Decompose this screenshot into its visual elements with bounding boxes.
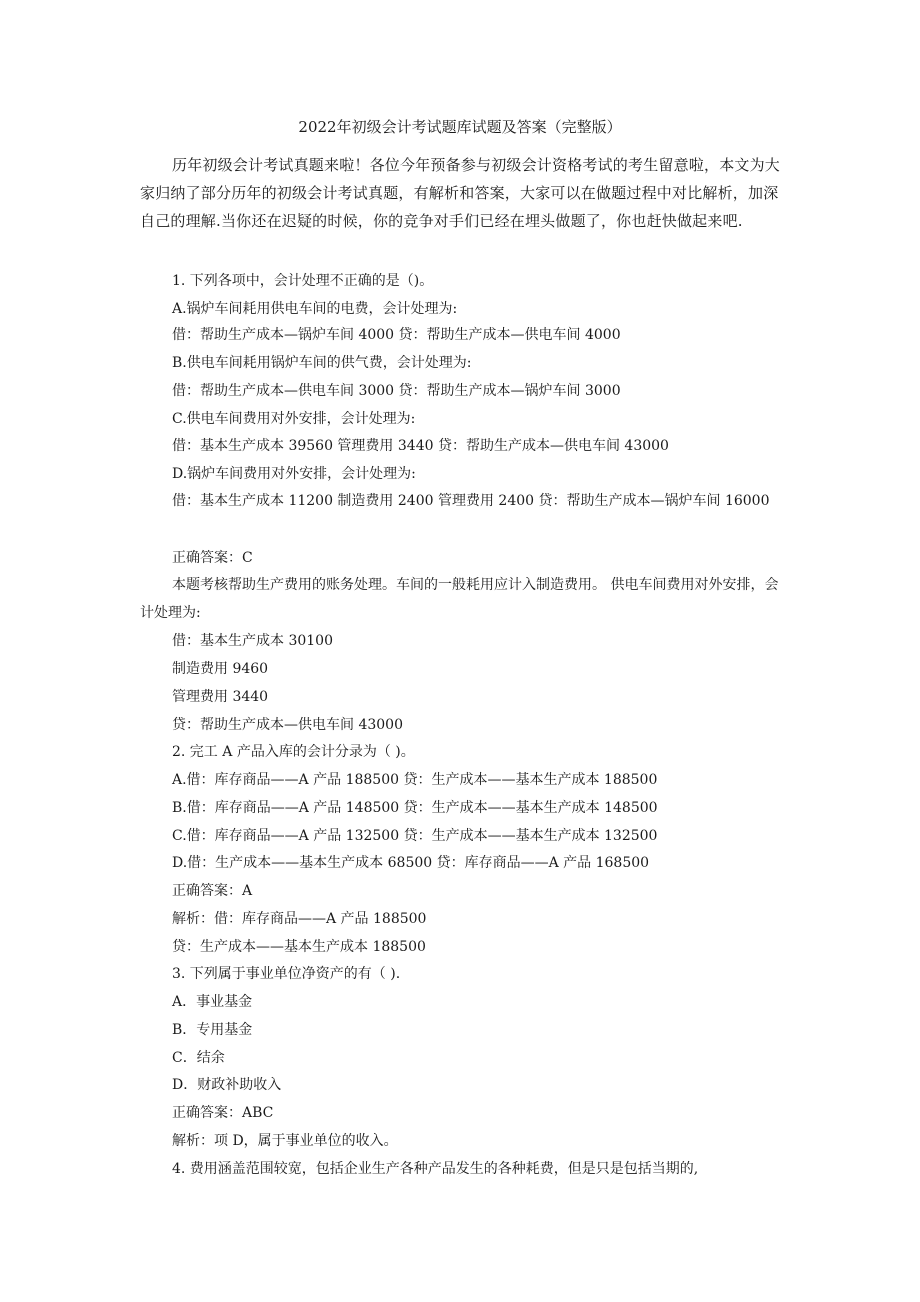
q2-option-d: D.借：生产成本——基本生产成本 68500 贷：库存商品——A 产品 168500 xyxy=(172,855,650,871)
q2-option-b: B.借：库存商品——A 产品 148500 贷：生产成本——基本生产成本 148500 xyxy=(172,800,658,816)
q1-explanation: 本题考核帮助生产费用的账务处理。车间的一般耗用应计入制造费用。 供电车间费用对外安排，会计处理为: xyxy=(140,577,779,621)
q1-option-d-entry: 借：基本生产成本 11200 制造费用 2400 管理费用 2400 贷：帮助生产成本—锅炉车间 16000 xyxy=(172,493,770,509)
q1-option-c: C.供电车间费用对外安排，会计处理为: xyxy=(172,411,416,427)
q1-answer: 正确答案：C xyxy=(172,550,253,566)
document-title: 2022年初级会计考试题库试题及答案（完整版） xyxy=(298,118,622,136)
q1-option-b: B.供电车间耗用锅炉车间的供气费，会计处理为: xyxy=(172,355,472,371)
q2-analysis-2: 贷：生产成本——基本生产成本 188500 xyxy=(172,939,426,955)
q1-option-a: A.锅炉车间耗用供电车间的电费，会计处理为: xyxy=(172,301,458,317)
q1-option-c-entry: 借：基本生产成本 39560 管理费用 3440 贷：帮助生产成本—供电车间 43000 xyxy=(172,438,669,454)
q2-analysis-1: 解析：借：库存商品——A 产品 188500 xyxy=(172,911,427,927)
q1-entry-3: 管理费用 3440 xyxy=(172,689,269,705)
q3-option-c: C．结余 xyxy=(172,1050,225,1066)
q1-question: 1. 下列各项中，会计处理不正确的是（)。 xyxy=(172,273,434,289)
q3-option-a: A．事业基金 xyxy=(172,994,253,1010)
q1-entry-4: 贷：帮助生产成本—供电车间 43000 xyxy=(172,717,403,733)
q2-option-a: A.借：库存商品——A 产品 188500 贷：生产成本——基本生产成本 188500 xyxy=(172,772,658,788)
q1-option-a-entry: 借：帮助生产成本—锅炉车间 4000 贷：帮助生产成本—供电车间 4000 xyxy=(172,327,621,343)
q2-answer: 正确答案：A xyxy=(172,883,253,899)
q1-option-b-entry: 借：帮助生产成本—供电车间 3000 贷：帮助生产成本—锅炉车间 3000 xyxy=(172,383,621,399)
q1-entry-2: 制造费用 9460 xyxy=(172,661,269,677)
q3-answer: 正确答案：ABC xyxy=(172,1105,274,1121)
q3-analysis: 解析：项 D，属于事业单位的收入。 xyxy=(172,1133,398,1149)
q3-question: 3. 下列属于事业单位净资产的有（ ). xyxy=(172,966,401,982)
q4-question: 4. 费用涵盖范围较宽，包括企业生产各种产品发生的各种耗费，但是只是包括当期的, xyxy=(172,1161,699,1177)
intro-paragraph: 历年初级会计考试真题来啦！各位今年预备参与初级会计资格考试的考生留意啦，本文为大家归纳了部分历年的初级会计考试真题，有解析和答案，大家可以在做题过程中对比解析，加深自己的理解.当你还在迟疑的时候，你的竞争对手们已经在埋头做题了，你也赶快做起来吧. xyxy=(140,156,781,230)
q1-option-d: D.锅炉车间费用对外安排，会计处理为: xyxy=(172,466,416,482)
q2-option-c: C.借：库存商品——A 产品 132500 贷：生产成本——基本生产成本 132500 xyxy=(172,828,658,844)
q3-option-b: B．专用基金 xyxy=(172,1022,253,1038)
q2-question: 2. 完工 A 产品入库的会计分录为（ )。 xyxy=(172,744,415,760)
q1-entry-1: 借：基本生产成本 30100 xyxy=(172,633,333,649)
q3-option-d: D．财政补助收入 xyxy=(172,1077,282,1093)
